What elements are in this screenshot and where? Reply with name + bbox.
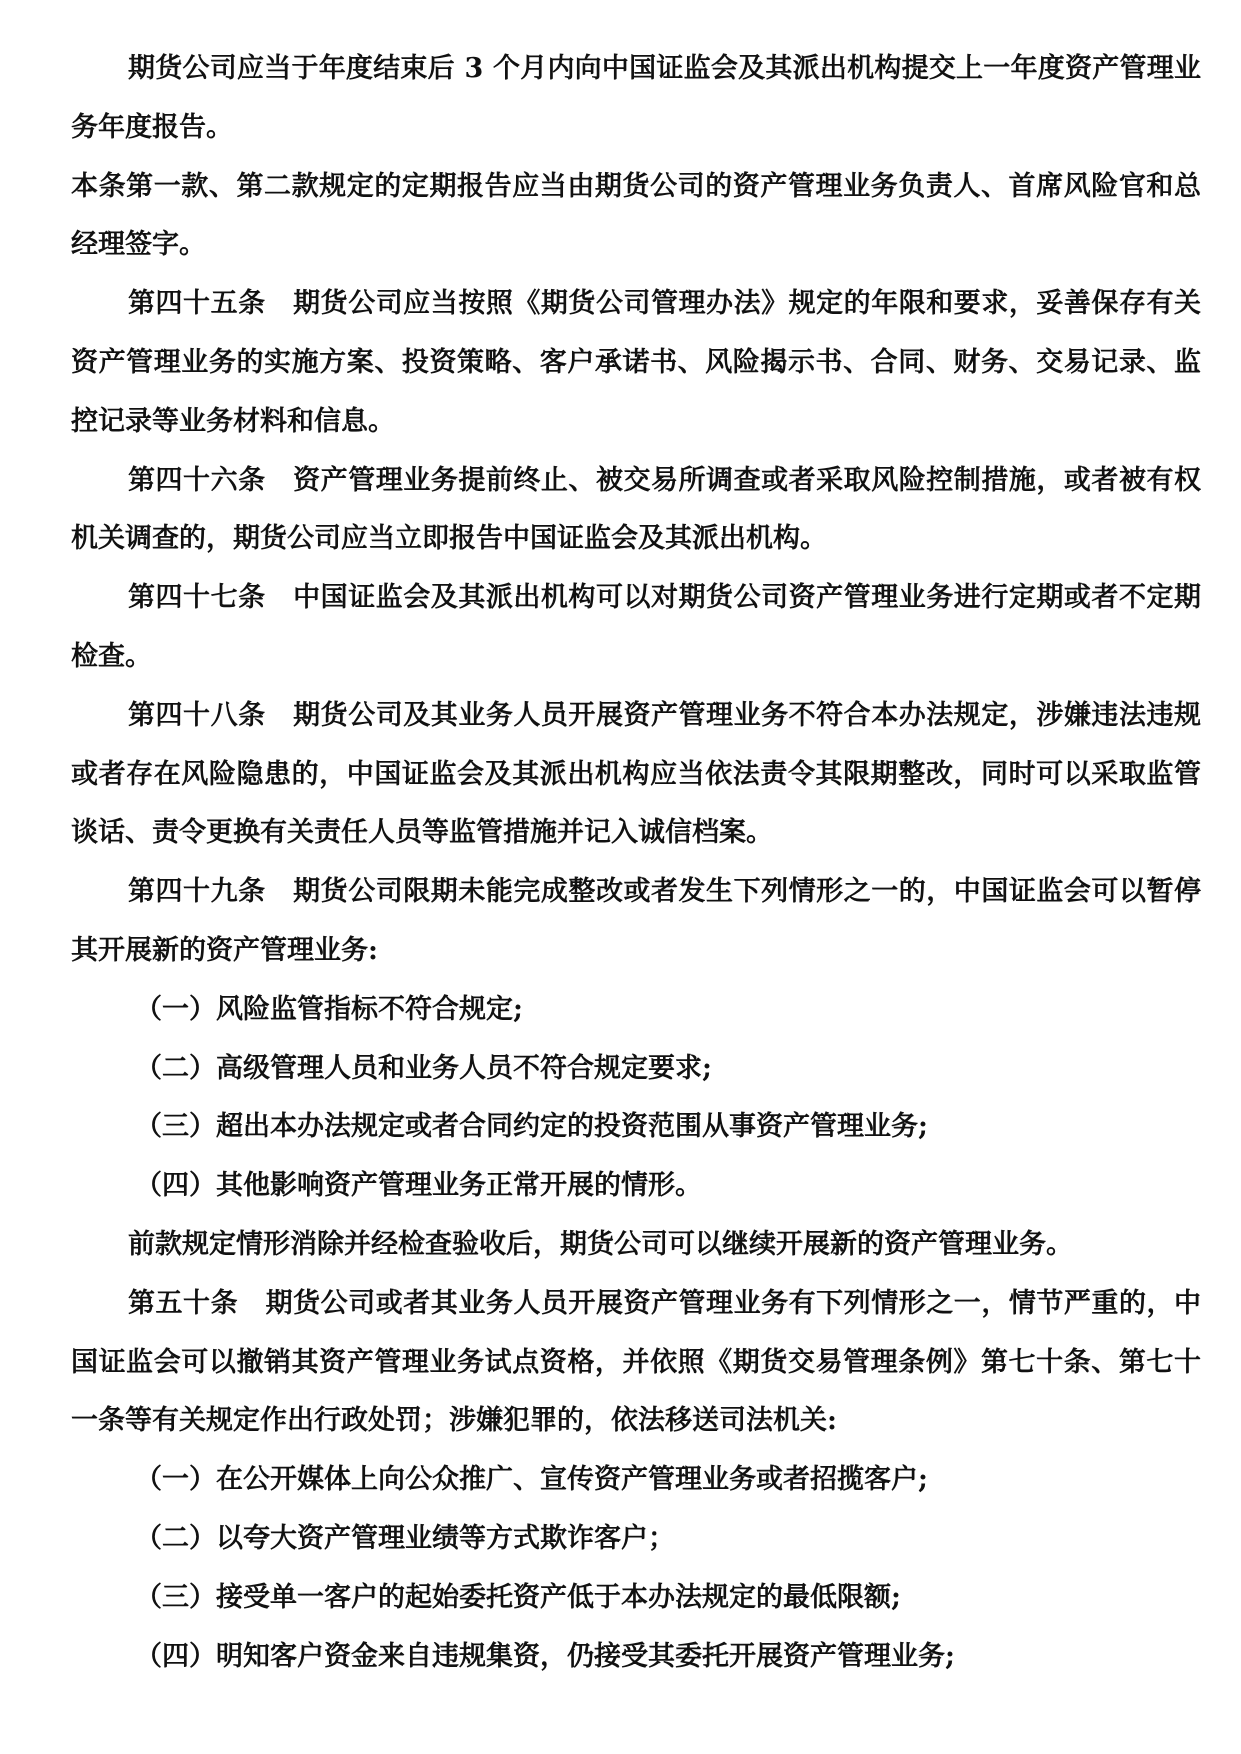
article-46: 第四十六条 资产管理业务提前终止、被交易所调查或者采取风险控制措施，或者被有权机关调查的，期货公司应当立即报告中国证监会及其派出机构。 <box>71 464 1201 555</box>
paragraph-annual-report: 期货公司应当于年度结束后 3 个月内向中国证监会及其派出机构提交上一年度资产管理业务年度报告。 <box>71 53 1201 143</box>
paragraph-resume-business: 前款规定情形消除并经检查验收后，期货公司可以继续开展新的资产管理业务。 <box>128 1228 1073 1260</box>
article-49-item-4: （四）其他影响资产管理业务正常开展的情形。 <box>135 1170 702 1202</box>
article-49-item-3: （三）超出本办法规定或者合同约定的投资范围从事资产管理业务; <box>135 1111 928 1143</box>
article-45: 第四十五条 期货公司应当按照《期货公司管理办法》规定的年限和要求，妥善保存有关资产管理业务的实施方案、投资策略、客户承诺书、风险揭示书、合同、财务、交易记录、监控记录等业务材料和信息。 <box>71 288 1201 437</box>
article-50-item-1: （一）在公开媒体上向公众推广、宣传资产管理业务或者招揽客户; <box>135 1464 928 1496</box>
article-49-item-2: （二）高级管理人员和业务人员不符合规定要求; <box>135 1052 712 1084</box>
article-48: 第四十八条 期货公司及其业务人员开展资产管理业务不符合本办法规定，涉嫌违法违规或者存在风险隐患的，中国证监会及其派出机构应当依法责令其限期整改，同时可以采取监管谈话、责令更换有关责任人员等监管措施并记入诚信档案。 <box>71 699 1201 849</box>
article-50-item-3: （三）接受单一客户的起始委托资产低于本办法规定的最低限额; <box>135 1581 901 1613</box>
article-49-item-1: （一）风险监管指标不符合规定; <box>135 993 523 1025</box>
article-50-item-2: （二）以夸大资产管理业绩等方式欺诈客户； <box>135 1522 675 1554</box>
article-50-item-4: （四）明知客户资金来自违规集资，仍接受其委托开展资产管理业务; <box>135 1640 955 1672</box>
article-49: 第四十九条 期货公司限期未能完成整改或者发生下列情形之一的，中国证监会可以暂停其开展新的资产管理业务: <box>71 876 1201 966</box>
article-47: 第四十七条 中国证监会及其派出机构可以对期货公司资产管理业务进行定期或者不定期检查。 <box>71 582 1201 672</box>
paragraph-signature-requirement: 本条第一款、第二款规定的定期报告应当由期货公司的资产管理业务负责人、首席风险官和总经理签字。 <box>71 170 1201 261</box>
article-50: 第五十条 期货公司或者其业务人员开展资产管理业务有下列情形之一，情节严重的，中国证监会可以撤销其资产管理业务试点资格，并依照《期货交易管理条例》第七十条、第七十一条等有关规定作出行政处罚；涉嫌犯罪的，依法移送司法机关: <box>71 1287 1201 1437</box>
